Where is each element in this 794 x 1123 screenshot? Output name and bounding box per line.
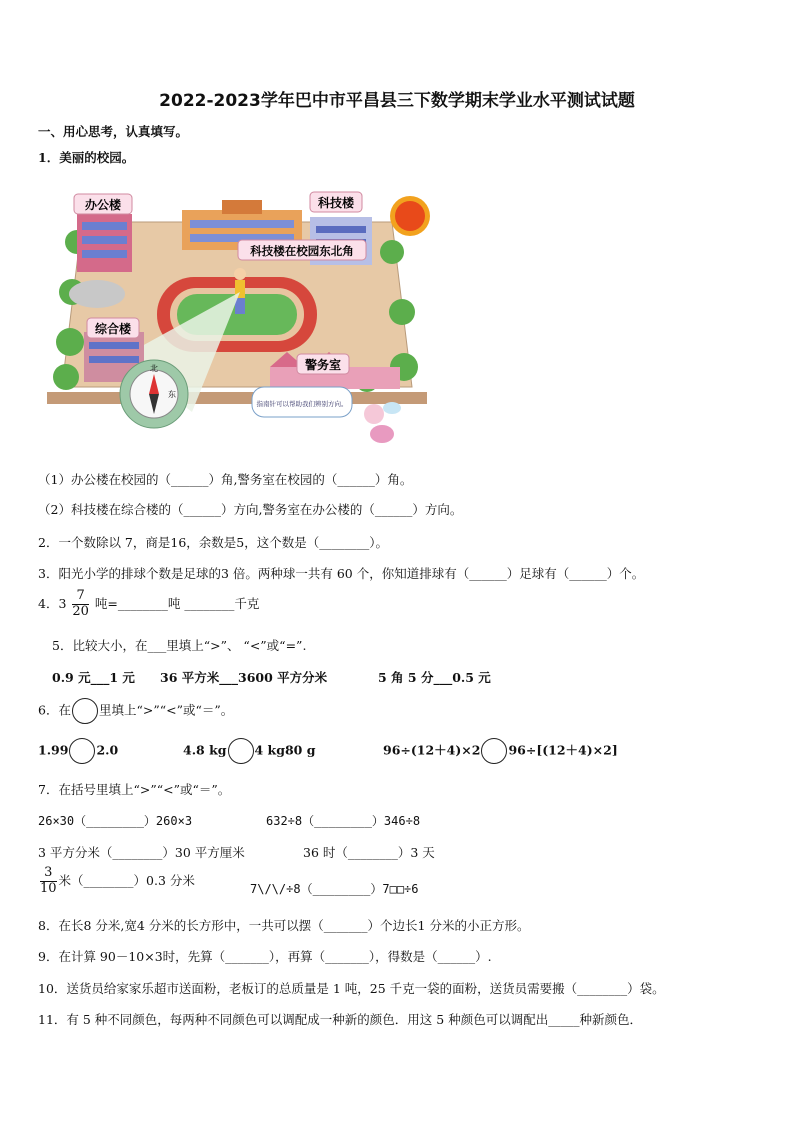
tech-note: 科技楼在校园东北角 — [250, 244, 354, 258]
q6-item1-right: 2.0 — [96, 742, 119, 758]
guard-label: 警务室 — [304, 358, 342, 372]
q6-item2-left: 4.8 kg — [183, 742, 227, 758]
tech-label: 科技楼 — [317, 196, 355, 210]
question-7-stem: 7．在括号里填上“>”“<”或“＝”。 — [38, 782, 231, 797]
question-1-sub-1: （1）办公楼在校园的（______）角,警务室在校园的（______）角。 — [38, 472, 413, 487]
question-2: 2．一个数除以 7，商是16，余数是5，这个数是（________）。 — [38, 535, 388, 550]
fraction-denominator: 20 — [72, 603, 89, 619]
office-label: 办公楼 — [84, 198, 122, 212]
q6-item3-right: 96÷[(12＋4)×2] — [508, 742, 618, 758]
question-3: 3．阳光小学的排球个数是足球的3 倍。两种球一共有 60 个，你知道排球有（______）足球有（______）个。 — [38, 566, 645, 581]
question-7-r2-a: 3 平方分米（________）30 平方厘米 — [38, 845, 245, 860]
campus-wall — [47, 392, 427, 404]
campus-illustration — [42, 182, 442, 452]
speech-bubble-text: 指南针可以帮助我们辨别方向。 — [256, 400, 348, 408]
question-6-stem-b: 里填上“>”“<”或“＝”。 — [98, 702, 234, 718]
question-4-fraction — [72, 589, 89, 620]
answer-circle[interactable] — [228, 738, 254, 764]
question-6-stem-a: 6．在 — [38, 702, 71, 718]
question-5-item-2: 36 平方米___3600 平方分米 — [160, 670, 328, 685]
question-1-stem: 1．美丽的校园。 — [38, 150, 135, 165]
fraction-numerator: 7 — [72, 589, 89, 605]
question-1-sub-2: （2）科技楼在综合楼的（______）方向,警务室在办公楼的（______）方向。 — [38, 502, 463, 517]
compass-east: 东 — [168, 390, 176, 399]
fraction-denominator: 10 — [40, 880, 57, 896]
question-7-r1-a: 26×30（________）260×3 — [38, 814, 193, 828]
fraction-numerator: 3 — [40, 866, 57, 882]
question-6-stem — [38, 698, 233, 724]
question-8: 8．在长8 分米,宽4 分米的长方形中，一共可以摆（_______）个边长1 分米的小正方形。 — [38, 918, 530, 933]
answer-circle[interactable] — [72, 698, 98, 724]
question-11: 11．有 5 种不同颜色，每两种不同颜色可以调配成一种新的颜色．用这 5 种颜色可以调配出_____种新颜色． — [38, 1012, 642, 1027]
question-7-r3-rest: 米（________）0.3 分米 — [58, 872, 195, 888]
question-5-item-3: 5 角 5 分___0.5 元 — [378, 670, 491, 685]
question-4-prefix: 4．3 — [38, 595, 67, 611]
question-5-item-1: 0.9 元___1 元 — [52, 670, 135, 685]
child-figure — [234, 268, 246, 314]
office-building — [77, 214, 132, 272]
question-4 — [38, 589, 259, 620]
section-heading: 一、用心思考，认真填写。 — [38, 124, 189, 139]
q6-item1-left: 1.99 — [38, 742, 69, 758]
fairy-figure — [364, 402, 401, 443]
page-title: 2022-2023学年巴中市平昌县三下数学期末学业水平测试试题 — [159, 91, 635, 111]
question-7-r2-b: 36 时（________）3 天 — [303, 845, 435, 860]
question-7-r3-a — [38, 866, 195, 897]
question-5-stem: 5．比较大小，在___里填上“>”、 “<”或“=”. — [52, 638, 307, 653]
complex-label: 综合楼 — [94, 322, 132, 336]
question-7-fraction — [40, 866, 57, 897]
q6-item2-right: 4 kg80 g — [254, 742, 316, 758]
question-10: 10．送货员给家家乐超市送面粉，老板订的总质量是 1 吨，25 千克一袋的面粉，送货员需要搬（________）袋。 — [38, 981, 665, 996]
question-7-r3-b: 7\/\/÷8（________）7□□÷6 — [250, 882, 419, 896]
q6-item3-left: 96÷(12＋4)×2 — [383, 742, 481, 758]
answer-circle[interactable] — [69, 738, 95, 764]
question-6-item-3 — [383, 738, 618, 764]
question-6-item-2 — [183, 738, 315, 764]
compass-north: 北 — [150, 364, 158, 373]
question-7-r1-b: 632÷8（________）346÷8 — [266, 814, 421, 828]
sun-icon — [390, 196, 430, 236]
question-9: 9．在计算 90－10×3时，先算（_______），再算（_______），得数是（______）. — [38, 949, 492, 964]
question-6-item-1 — [38, 738, 118, 764]
question-4-rest: 吨=________吨 ________千克 — [94, 595, 260, 611]
answer-circle[interactable] — [481, 738, 507, 764]
